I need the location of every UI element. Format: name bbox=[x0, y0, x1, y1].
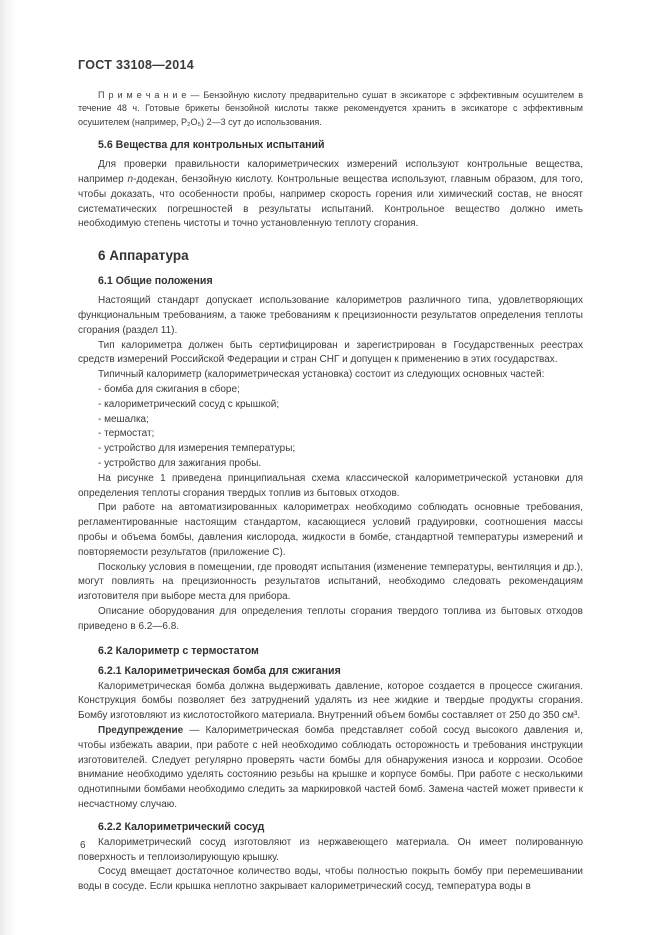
page-content bbox=[78, 58, 583, 895]
list-item: - мешалка; bbox=[98, 413, 149, 425]
document-title: ГОСТ 33108—2014 bbox=[78, 58, 195, 72]
paragraph-6-1-1: Настоящий стандарт допускает использование калориметров различного типа, удовлетворяющих функциональным требованиям, а также требованиям к прецизионности результатов определения теплоты сгорания (раздел 11). bbox=[78, 295, 583, 336]
heading-6-2-1: 6.2.1 Калориметрическая бомба для сжигания bbox=[98, 664, 341, 677]
paragraph-6-1-5: При работе на автоматизированных калориметрах необходимо соблюдать основные требования, регламентированные настоящим стандартом, касающиеся условий градуировки, соотношения массы пробы и объема бомбы, давления кислорода, жидкости в бомбе, стандартной температуры измерений и повторяемости результатов (приложение С). bbox=[78, 502, 583, 558]
paragraph-6-1-2: Тип калориметра должен быть сертифицирован и зарегистрирован в Государственных реестрах средств измерений Российской Федерации и стран СНГ и допущен к применению в этих государствах. bbox=[78, 339, 583, 366]
paragraph-6-1-4: На рисунке 1 приведена принципиальная схема классической калориметрической установки для определения теплоты сгорания твердых топлив из бытовых отходов. bbox=[78, 472, 583, 499]
list-item: - калориметрический сосуд с крышкой; bbox=[98, 398, 280, 410]
paragraph-5-6-italic-n: n bbox=[127, 174, 134, 186]
paragraph-6-1-3: Типичный калориметр (калориметрическая установка) состоит из следующих основных частей: bbox=[98, 369, 545, 381]
paragraph-6-1-6: Поскольку условия в помещении, где проводят испытания (изменение температуры, вентиляция и др.), могут повлиять на прецизионность результатов испытаний, необходимо следовать рекомендациям изготовителя при выборе места для прибора. bbox=[78, 561, 583, 603]
paragraph-5-6-text-after: -додекан, бензойную кислоту. Контрольные вещества используют, главным образом, для того, чтобы доказать, что особенности пробы, например скорость горения или химический состав, не вносят систематических погрешностей в результаты испытаний. Контрольное вещество должно иметь необходимую степень чистоты и точно установленную теплоту сгорания. bbox=[78, 174, 583, 230]
heading-6-2: 6.2 Калориметр с термостатом bbox=[98, 644, 259, 657]
warning-label: Предупреждение bbox=[98, 724, 184, 736]
page-number: 6 bbox=[80, 840, 86, 851]
heading-5-6: 5.6 Вещества для контрольных испытаний bbox=[98, 139, 325, 152]
warning-text: — Калориметрическая бомба представляет собой сосуд высокого давления и, чтобы избежать аварии, при работе с ней необходимо соблюдать осторожность и требования инструкции изготовителей. Следует регулярно проверять части бомбы для обнаружения износа и коррозии. Особое внимание необходимо уделять состоянию резьбы на крышке и корпусе бомбы. При работе с несколькими однотипными бомбами необходимо следить за маркировкой частей бомб. Замена частей может привести к несчастному случаю. bbox=[78, 724, 583, 810]
note-paragraph: П р и м е ч а н и е — Бензойную кислоту предварительно сушат в эксикаторе с эффективным осушителем в течение 48 ч. Готовые брикеты бензойной кислоты также рекомендуется хранить в эксикаторе с эффективным осушителем (например, P₂O₅) 2—3 сут до использования. bbox=[78, 90, 583, 127]
paragraph-6-2-2-1: Калориметрический сосуд изготовляют из нержавеющего материала. Он имеет полированную поверхность и теплоизолирующую крышку. bbox=[78, 836, 583, 863]
list-item: - устройство для зажигания пробы. bbox=[98, 457, 262, 469]
paragraph-5-6 bbox=[78, 158, 583, 232]
list-item: - устройство для измерения температуры; bbox=[98, 443, 296, 455]
paragraph-6-1-7: Описание оборудования для определения теплоты сгорания твердого топлива из бытовых отходов приведено в 6.2—6.8. bbox=[78, 605, 583, 632]
heading-6-2-2: 6.2.2 Калориметрический сосуд bbox=[98, 820, 265, 833]
list-item: - термостат; bbox=[98, 428, 155, 440]
paragraph-6-2-2-2: Сосуд вмещает достаточное количество воды, чтобы полностью покрыть бомбу при перемешивании воды в сосуде. Если крышка неплотно закрывает калориметрический сосуд, температура воды в bbox=[78, 866, 583, 893]
paragraph-6-2-1-1: Калориметрическая бомба должна выдерживать давление, которое создается в процессе сжигания. Конструкция бомбы позволяет без затруднений удалять из нее жидкие и твердые продукты сгорания. Бомбу изготовляют из кислотостойкого материала. Внутренний объем бомбы составляет от 250 до 350 см³. bbox=[78, 680, 583, 722]
list-item: - бомба для сжигания в сборе; bbox=[98, 383, 240, 395]
heading-6: 6 Аппаратура bbox=[98, 248, 189, 264]
heading-6-1: 6.1 Общие положения bbox=[98, 275, 213, 288]
warning-paragraph bbox=[78, 724, 583, 813]
paragraph-5-6-text-before: Для проверки правильности калориметрических измерений используют контрольные вещества, например bbox=[78, 159, 583, 186]
component-list bbox=[78, 383, 583, 472]
